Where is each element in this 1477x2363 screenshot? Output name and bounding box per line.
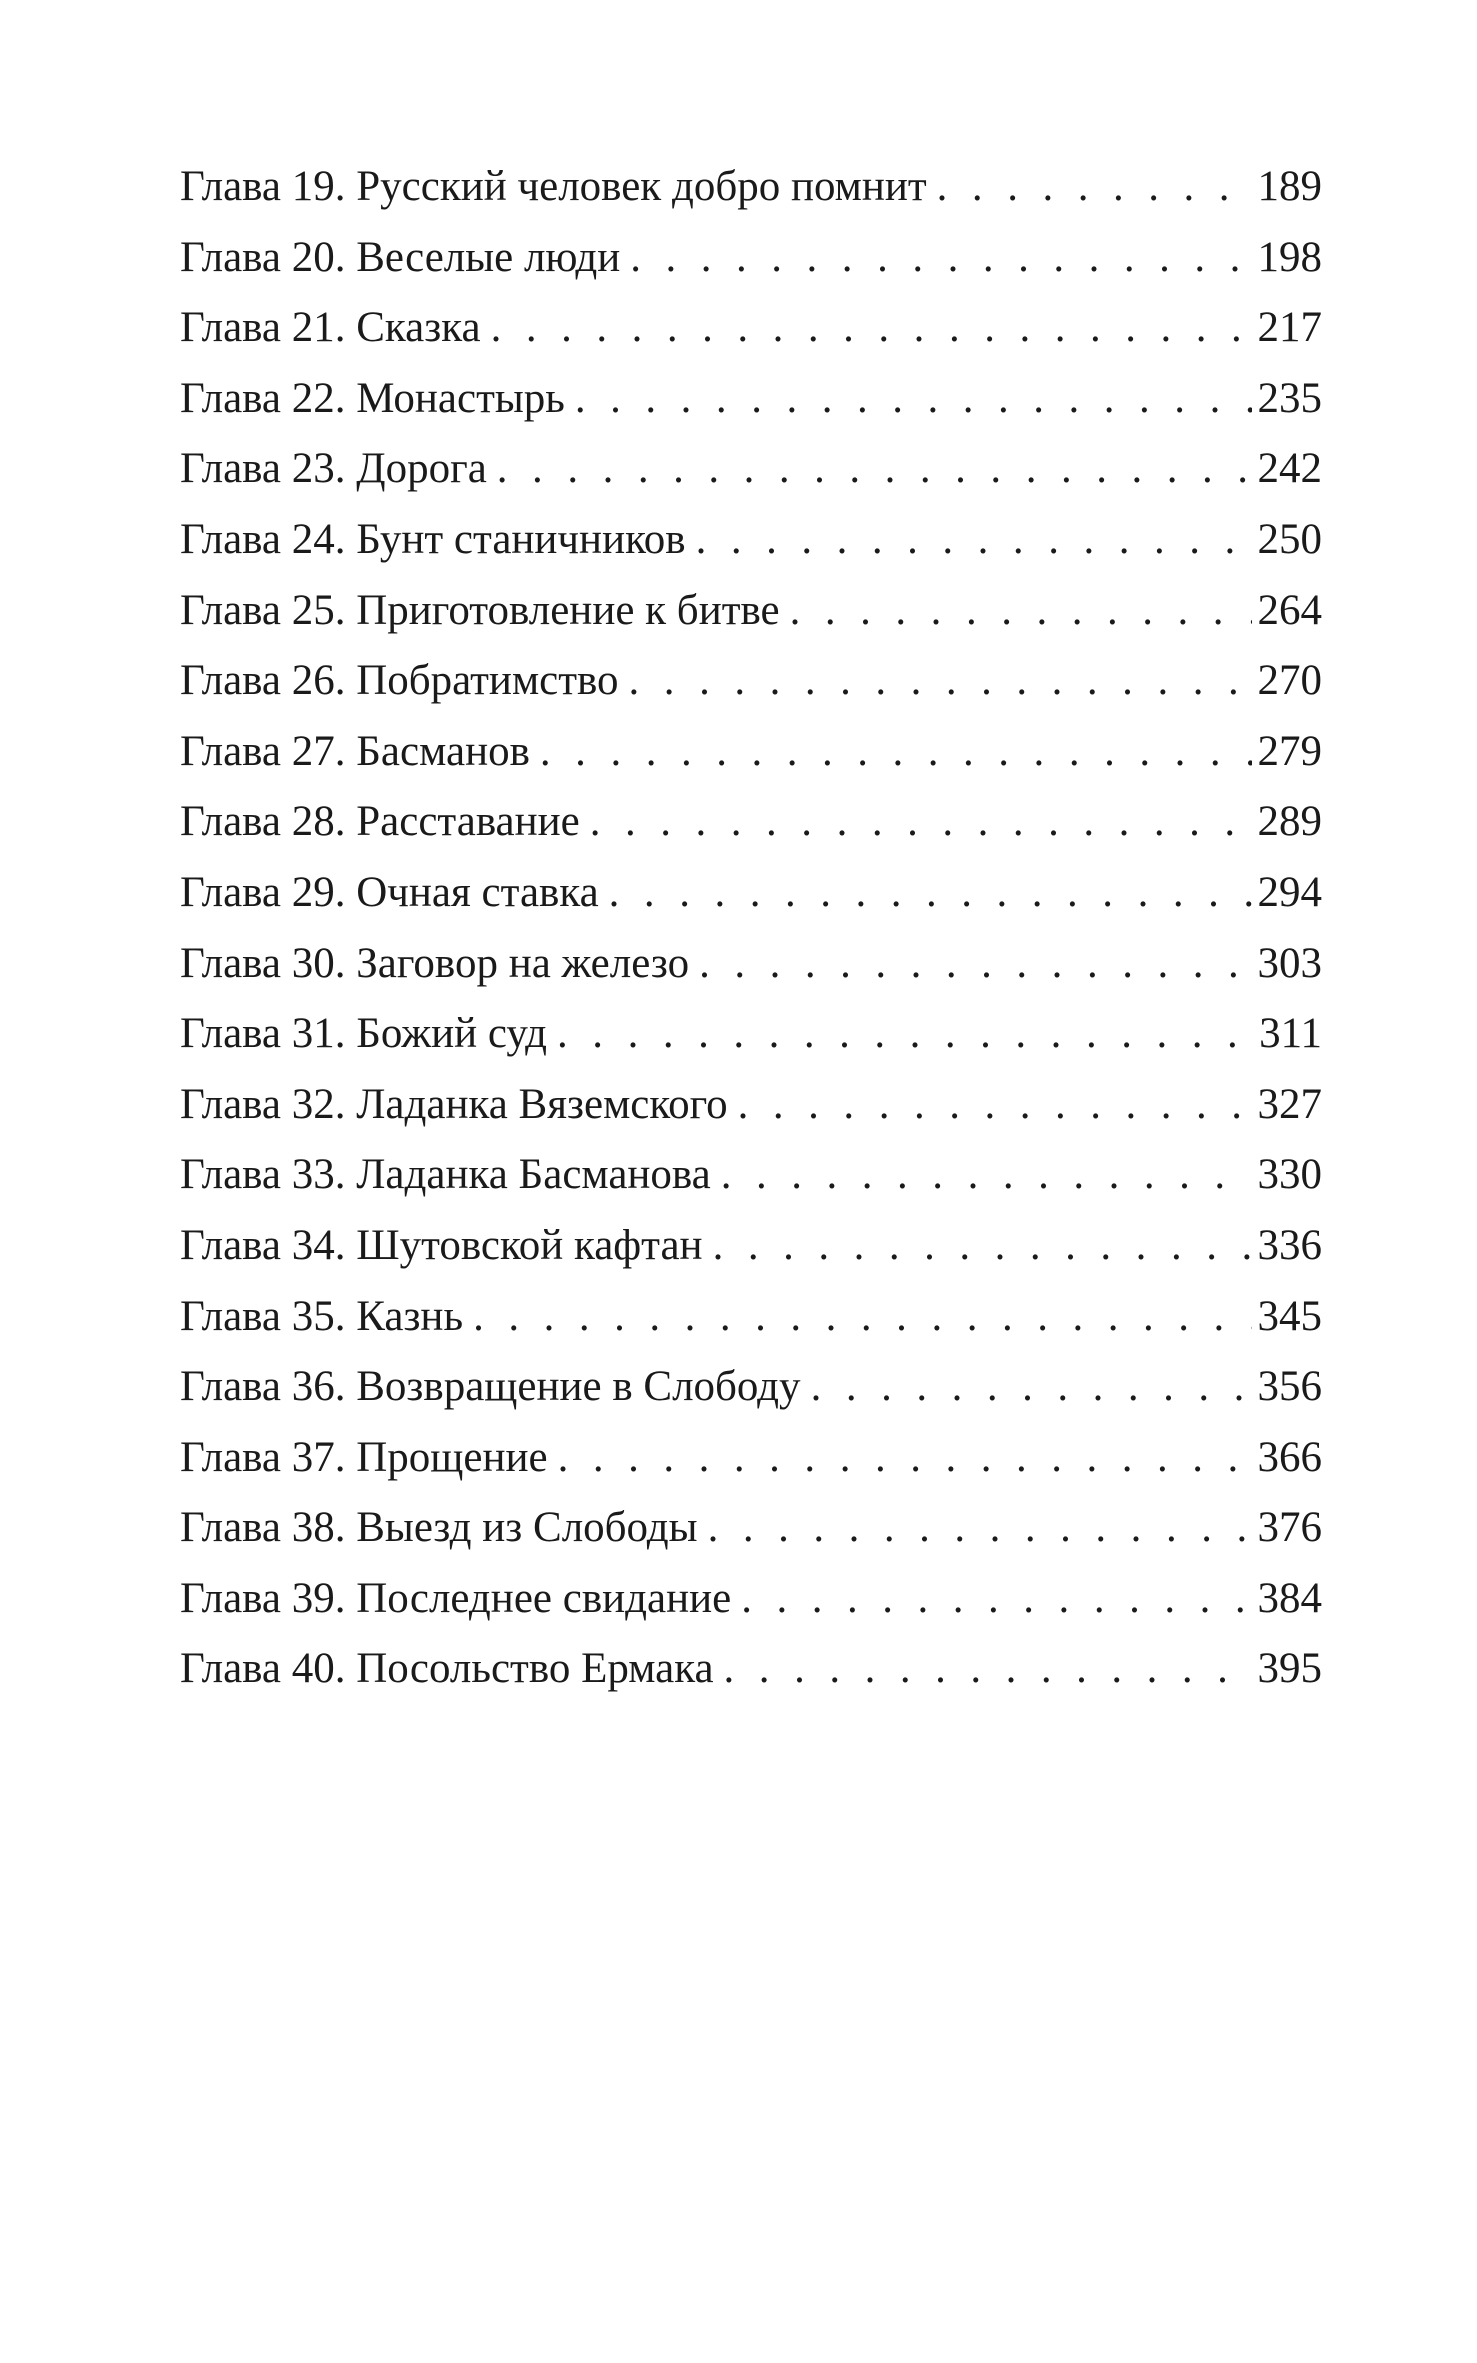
dot-leader [708, 1493, 1252, 1564]
toc-entry [180, 152, 1322, 223]
toc-entry [180, 1493, 1322, 1564]
chapter-title: Глава 40. Посольство Ермака [180, 1645, 714, 1693]
dot-leader [629, 646, 1252, 717]
chapter-title: Глава 25. Приготовление к битве [180, 586, 780, 634]
page-number: 264 [1257, 586, 1322, 634]
dot-leader [696, 505, 1252, 576]
toc-entry [180, 576, 1322, 647]
page-number: 289 [1257, 798, 1322, 846]
page-number: 366 [1257, 1433, 1322, 1481]
table-of-contents [180, 152, 1322, 1705]
dot-leader [557, 999, 1253, 1070]
toc-entry [180, 1140, 1322, 1211]
chapter-title: Глава 38. Выезд из Слободы [180, 1504, 698, 1552]
page-number: 384 [1257, 1574, 1322, 1622]
dot-leader [713, 1211, 1252, 1282]
page-number: 303 [1257, 939, 1322, 987]
chapter-title: Глава 29. Очная ставка [180, 868, 599, 916]
dot-leader [497, 434, 1252, 505]
dot-leader [630, 223, 1251, 294]
chapter-title: Глава 23. Дорога [180, 445, 487, 493]
page-number: 327 [1257, 1080, 1322, 1128]
chapter-title: Глава 31. Божий суд [180, 1010, 548, 1058]
dot-leader [540, 717, 1252, 788]
dot-leader [741, 1564, 1251, 1635]
chapter-title: Глава 26. Побратимство [180, 657, 619, 705]
toc-entry [180, 1070, 1322, 1141]
chapter-title: Глава 28. Расставание [180, 798, 580, 846]
dot-leader [609, 858, 1252, 929]
toc-entry [180, 434, 1322, 505]
page-number: 356 [1257, 1363, 1322, 1411]
toc-entry [180, 364, 1322, 435]
page-number: 235 [1257, 374, 1322, 422]
page-number: 250 [1257, 515, 1322, 563]
page-number: 198 [1257, 233, 1322, 281]
page-number: 395 [1257, 1645, 1322, 1693]
chapter-title: Глава 37. Прощение [180, 1433, 548, 1481]
chapter-title: Глава 36. Возвращение в Слободу [180, 1363, 801, 1411]
dot-leader [491, 293, 1252, 364]
toc-entry [180, 293, 1322, 364]
chapter-title: Глава 27. Басманов [180, 727, 530, 775]
page-number: 311 [1259, 1010, 1322, 1058]
page-number: 376 [1257, 1504, 1322, 1552]
chapter-title: Глава 21. Сказка [180, 304, 481, 352]
toc-entry [180, 999, 1322, 1070]
toc-entry [180, 1564, 1322, 1635]
page-number: 279 [1257, 727, 1322, 775]
page-number: 242 [1257, 445, 1322, 493]
toc-entry [180, 787, 1322, 858]
chapter-title: Глава 32. Ладанка Вяземского [180, 1080, 728, 1128]
chapter-title: Глава 19. Русский человек добро помнит [180, 163, 927, 210]
toc-entry [180, 929, 1322, 1000]
chapter-title: Глава 35. Казнь [180, 1292, 464, 1340]
dot-leader [790, 576, 1252, 647]
page-number: 294 [1257, 868, 1322, 916]
dot-leader [575, 364, 1252, 435]
toc-entry [180, 1211, 1322, 1282]
dot-leader [738, 1070, 1252, 1141]
page-number: 330 [1257, 1151, 1322, 1199]
dot-leader [937, 152, 1252, 223]
chapter-title: Глава 22. Монастырь [180, 374, 565, 422]
toc-entry [180, 223, 1322, 294]
toc-entry [180, 717, 1322, 788]
toc-entry [180, 1634, 1322, 1705]
chapter-title: Глава 20. Веселые люди [180, 233, 621, 281]
dot-leader [473, 1282, 1251, 1353]
dot-leader [590, 787, 1252, 858]
chapter-title: Глава 34. Шутовской кафтан [180, 1221, 703, 1269]
page-number: 189 [1257, 163, 1322, 210]
toc-entry [180, 1352, 1322, 1423]
chapter-title: Глава 39. Последнее свидание [180, 1574, 732, 1622]
dot-leader [721, 1140, 1252, 1211]
toc-entry [180, 505, 1322, 576]
dot-leader [699, 929, 1251, 1000]
dot-leader [558, 1423, 1252, 1494]
chapter-title: Глава 33. Ладанка Басманова [180, 1151, 711, 1199]
dot-leader [811, 1352, 1252, 1423]
chapter-title: Глава 24. Бунт станичников [180, 515, 686, 563]
toc-entry [180, 858, 1322, 929]
page-number: 345 [1257, 1292, 1322, 1340]
toc-entry [180, 1423, 1322, 1494]
page-number: 217 [1257, 304, 1322, 352]
toc-entry [180, 1282, 1322, 1353]
toc-entry [180, 646, 1322, 717]
dot-leader [724, 1634, 1252, 1705]
page-number: 336 [1257, 1221, 1322, 1269]
chapter-title: Глава 30. Заговор на железо [180, 939, 690, 987]
page-number: 270 [1257, 657, 1322, 705]
